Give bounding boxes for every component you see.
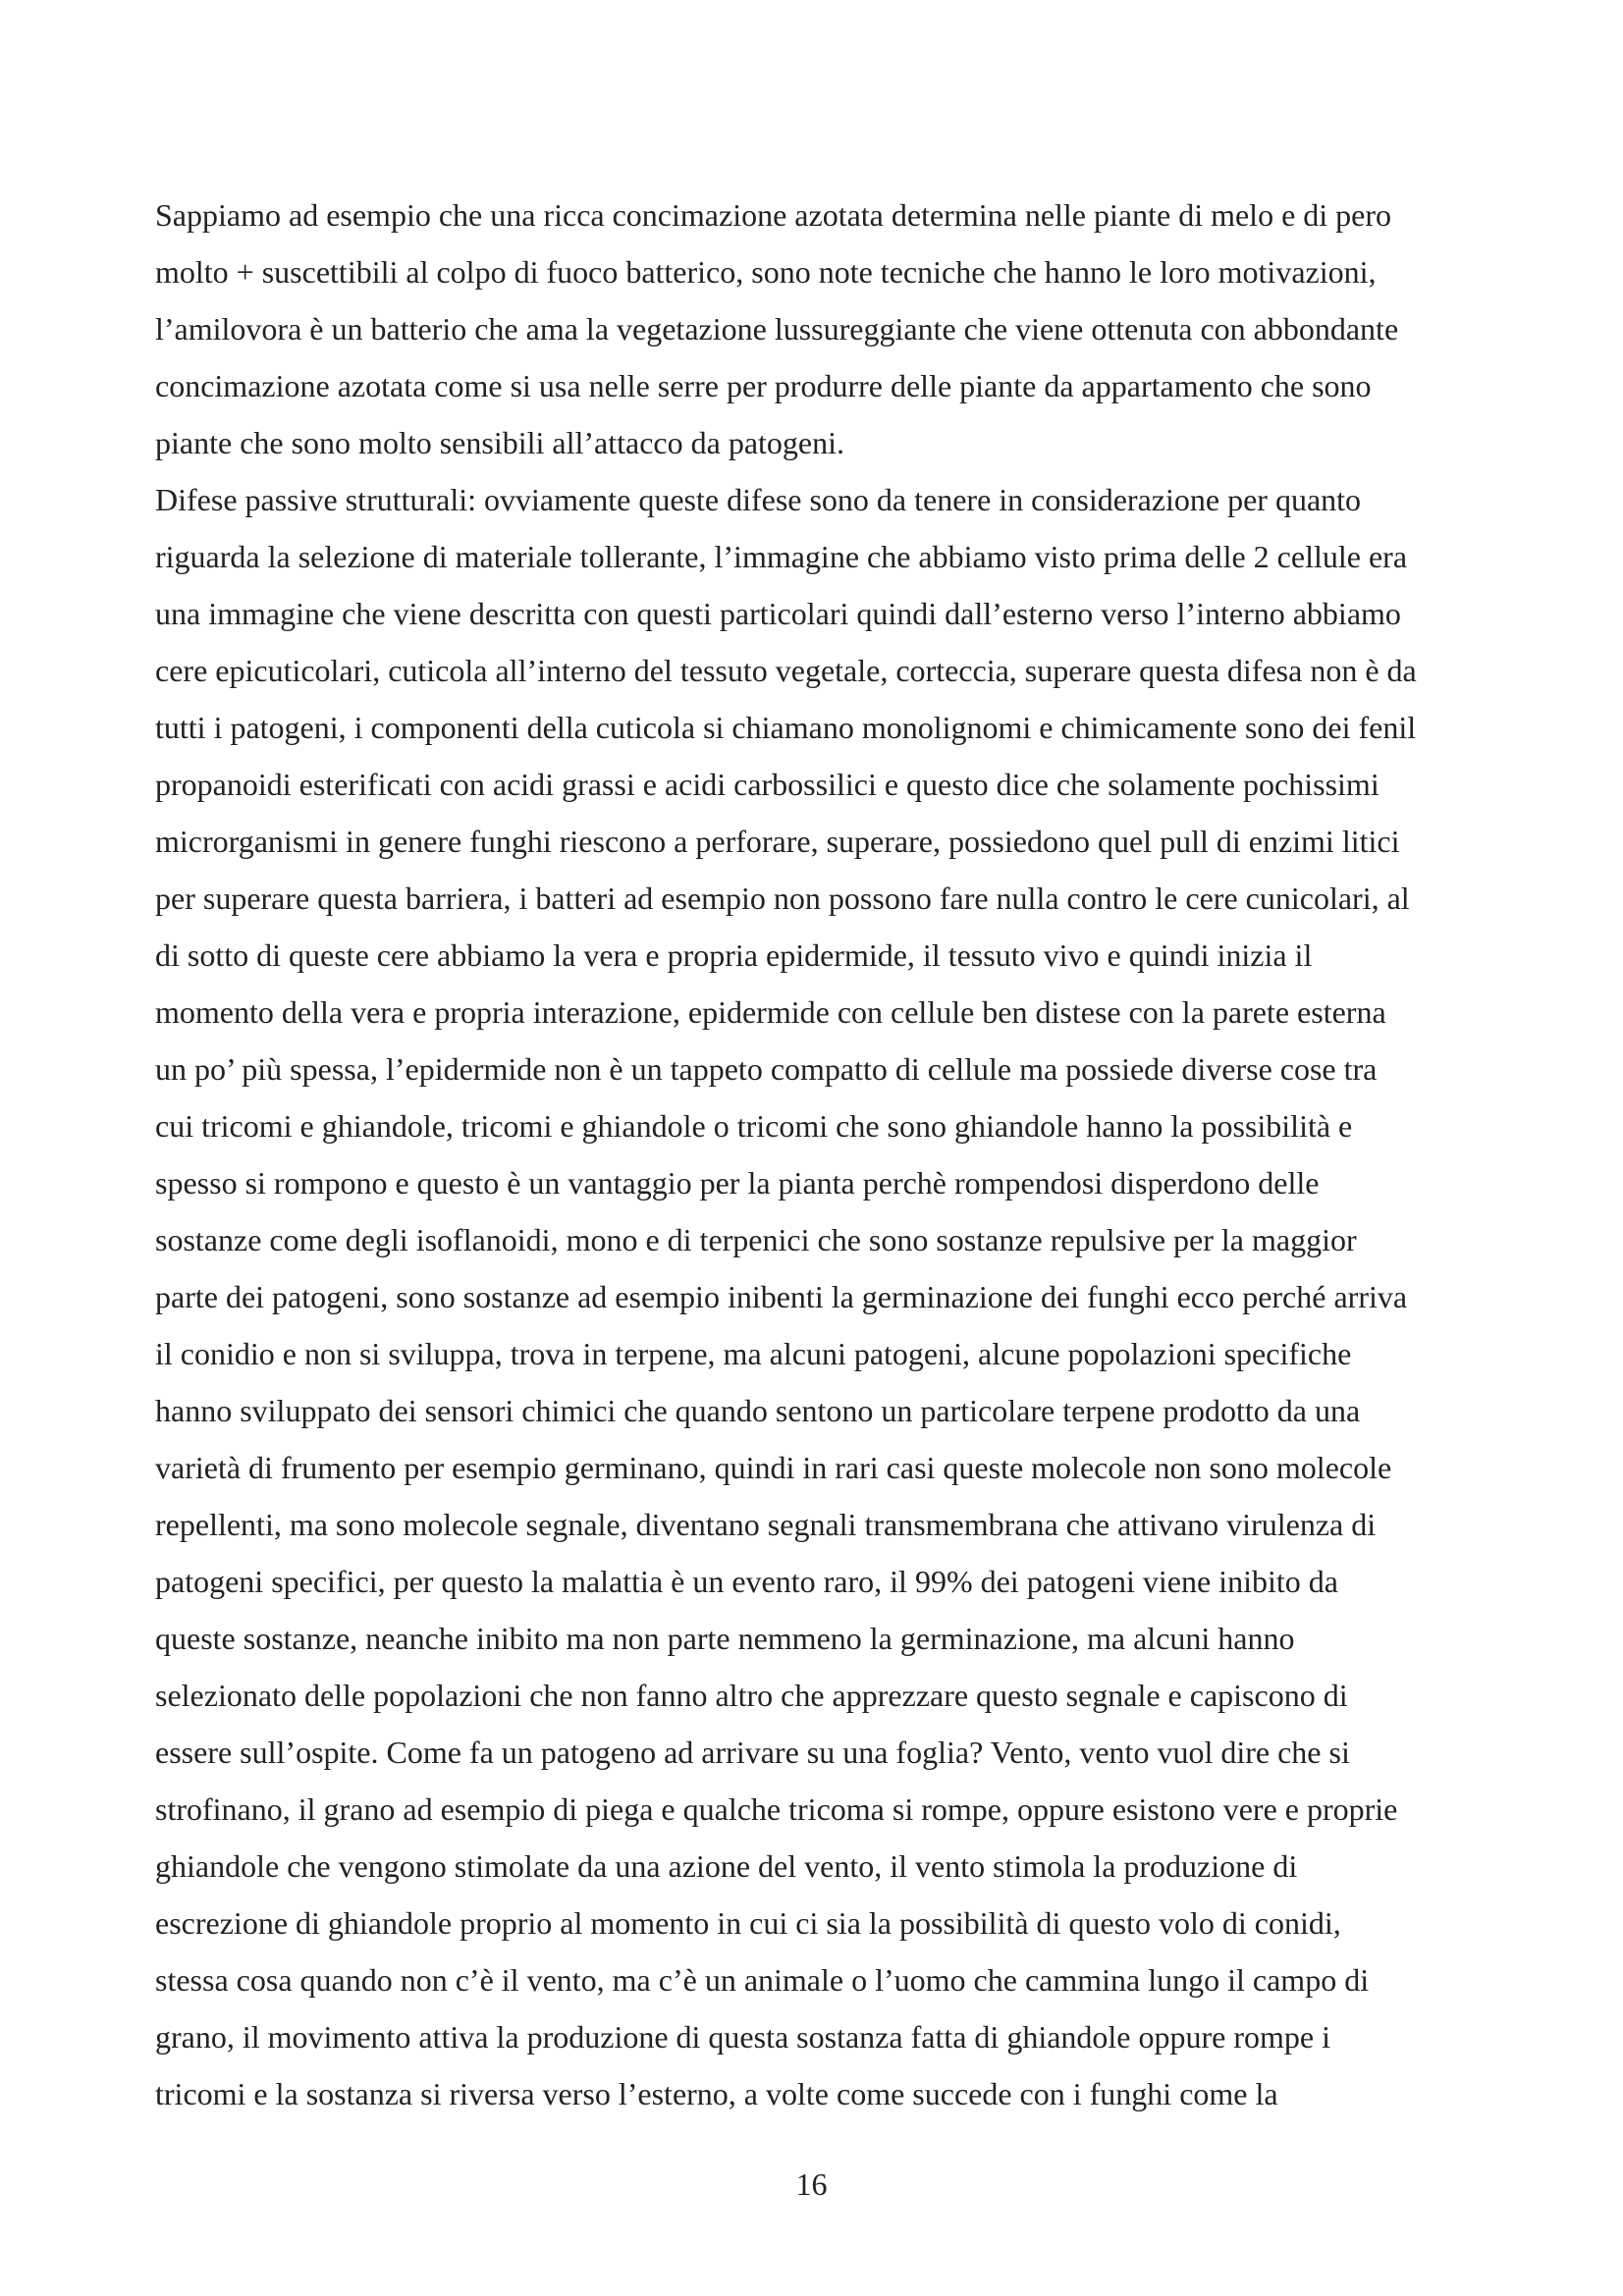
text-line: sostanze come degli isoflanoidi, mono e di terpenici che sono sostanze repulsive per la maggior bbox=[155, 1222, 1357, 1257]
body-text bbox=[155, 187, 1490, 2122]
text-line: cere epicuticolari, cuticola all’interno del tessuto vegetale, corteccia, superare questa difesa non è da bbox=[155, 653, 1417, 688]
text-line: propanoidi esterificati con acidi grassi e acidi carbossilici e questo dice che solamente pochissimi bbox=[155, 767, 1380, 802]
text-line: selezionato delle popolazioni che non fanno altro che apprezzare questo segnale e capiscono di bbox=[155, 1678, 1348, 1713]
text-line: hanno sviluppato dei sensori chimici che quando sentono un particolare terpene prodotto da una bbox=[155, 1393, 1361, 1428]
text-line: stessa cosa quando non c’è il vento, ma c’è un animale o l’uomo che cammina lungo il campo di bbox=[155, 1962, 1370, 1998]
text-line: escrezione di ghiandole proprio al momento in cui ci sia la possibilità di questo volo di conidi, bbox=[155, 1905, 1341, 1941]
text-line: Difese passive strutturali: ovviamente queste difese sono da tenere in considerazione per quanto bbox=[155, 482, 1362, 517]
text-line: momento della vera e propria interazione, epidermide con cellule ben distese con la parete esterna bbox=[155, 994, 1386, 1030]
text-line: patogeni specifici, per questo la malattia è un evento raro, il 99% dei patogeni viene inibito da bbox=[155, 1564, 1338, 1599]
text-line: ghiandole che vengono stimolate da una azione del vento, il vento stimola la produzione di bbox=[155, 1848, 1298, 1884]
text-line: microrganismi in genere funghi riescono a perforare, superare, possiedono quel pull di enzimi litici bbox=[155, 824, 1400, 859]
text-line: concimazione azotata come si usa nelle serre per produrre delle piante da appartamento che sono bbox=[155, 368, 1372, 403]
text-line: per superare questa barriera, i batteri ad esempio non possono fare nulla contro le cere cunicolari, al bbox=[155, 881, 1410, 916]
text-line: un po’ più spessa, l’epidermide non è un tappeto compatto di cellule ma possiede diverse cose tra bbox=[155, 1051, 1378, 1087]
text-line: il conidio e non si sviluppa, trova in terpene, ma alcuni patogeni, alcune popolazioni specifiche bbox=[155, 1336, 1352, 1371]
text-line: riguarda la selezione di materiale tollerante, l’immagine che abbiamo visto prima delle 2 cellule era bbox=[155, 539, 1408, 574]
text-line: di sotto di queste cere abbiamo la vera e propria epidermide, il tessuto vivo e quindi inizia il bbox=[155, 937, 1313, 973]
text-line: molto + suscettibili al colpo di fuoco batterico, sono note tecniche che hanno le loro motivazioni, bbox=[155, 254, 1377, 290]
text-line: queste sostanze, neanche inibito ma non parte nemmeno la germinazione, ma alcuni hanno bbox=[155, 1621, 1295, 1656]
text-line: tutti i patogeni, i componenti della cuticola si chiamano monolignomi e chimicamente sono dei fenil bbox=[155, 710, 1417, 745]
text-line: grano, il movimento attiva la produzione di questa sostanza fatta di ghiandole oppure rompe i bbox=[155, 2019, 1330, 2055]
text-line: Sappiamo ad esempio che una ricca concimazione azotata determina nelle piante di melo e di pero bbox=[155, 197, 1392, 233]
text-line: tricomi e la sostanza si riversa verso l’esterno, a volte come succede con i funghi come la bbox=[155, 2076, 1278, 2111]
page-number: 16 bbox=[795, 2166, 828, 2202]
text-line: varietà di frumento per esempio germinano, quindi in rari casi queste molecole non sono molecole bbox=[155, 1450, 1392, 1485]
text-line: essere sull’ospite. Come fa un patogeno ad arrivare su una foglia? Vento, vento vuol dire che si bbox=[155, 1735, 1350, 1770]
text-line: l’amilovora è un batterio che ama la vegetazione lussureggiante che viene ottenuta con abbondante bbox=[155, 311, 1399, 347]
text-line: parte dei patogeni, sono sostanze ad esempio inibenti la germinazione dei funghi ecco perché arriva bbox=[155, 1279, 1408, 1314]
text-line: strofinano, il grano ad esempio di piega e qualche tricoma si rompe, oppure esistono vere e proprie bbox=[155, 1791, 1398, 1827]
text-line: una immagine che viene descritta con questi particolari quindi dall’esterno verso l’interno abbiamo bbox=[155, 596, 1401, 631]
paragraph bbox=[155, 187, 1490, 471]
text-line: repellenti, ma sono molecole segnale, diventano segnali transmembrana che attivano virulenza di bbox=[155, 1507, 1377, 1542]
text-line: piante che sono molto sensibili all’attacco da patogeni. bbox=[155, 425, 845, 460]
text-line: cui tricomi e ghiandole, tricomi e ghiandole o tricomi che sono ghiandole hanno la possibilità e bbox=[155, 1108, 1353, 1144]
text-line: spesso si rompono e questo è un vantaggio per la pianta perchè rompendosi disperdono delle bbox=[155, 1165, 1320, 1201]
paragraph bbox=[155, 471, 1490, 2122]
